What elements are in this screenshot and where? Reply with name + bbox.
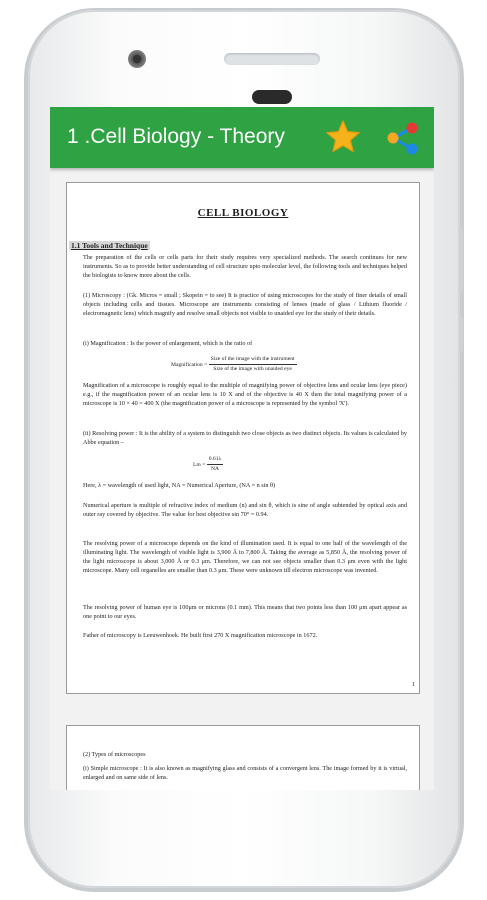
resolving-power-paragraph: (ii) Resolving power : It is the ability of a system to distinguish two close objects as two distinct objects. Its values is calculated by Abbe equation – — [83, 430, 407, 446]
magnification-formula-denominator: Size of the image with unaided eye — [213, 366, 292, 372]
magnification-explanation: Magnification of a microscope is roughly equal to the multiple of magnifying power of objective lens and ocular lens (eye piece) e.g., if the magnification power of an ocular lens is 10 X and of the objective is 40 X then the total magnifying power of a microscope is 10 × 40 = 400 X (the magnification power of a microscope is represented by the symbol 'X'). — [83, 382, 407, 407]
star-icon[interactable] — [325, 120, 361, 154]
section-heading: 1.1 Tools and Technique — [71, 241, 148, 250]
human-eye-paragraph: The resolving power of human eye is 100μm or microns (0.1 mm). This means that two points less than 100 μm apart appear as one point to our eyes. — [83, 604, 407, 620]
simple-microscope-paragraph: (i) Simple microscope : It is also known as magnifying glass and consists of a convergent lens. The image formed by it is virtual, enlarged and on same side of lens. — [83, 765, 407, 781]
document-viewer[interactable] — [50, 168, 434, 790]
abbe-formula — [193, 455, 223, 474]
document-title: CELL BIOLOGY — [197, 207, 289, 219]
app-screen — [50, 107, 434, 790]
magnification-formula — [171, 355, 297, 374]
volume-button — [459, 228, 463, 292]
abbe-formula-denominator: NA — [210, 466, 220, 472]
resolving-power-explanation: The resolving power of a microscope depends on the kind of illumination used. It is equal to one half of the wavelength of the illuminating light. The wavelength of visible light is 3,900 Å to 7,800 Å. Taking the average as 5,850 Å, the resolving power of the light microscope is about 3,000 Å or 0.3 μm. Therefore, we can not see objects smaller than 0.3 μm even with the light microscope. Many cell organelles are smaller than 0.3 μm. These were unknown till electron microscope was invented. — [83, 540, 407, 574]
app-title: 1 .Cell Biology - Theory — [67, 125, 285, 148]
magnification-paragraph: (i) Magnification : Is the power of enlargement, which is the ratio of — [83, 340, 253, 347]
document-page-2 — [66, 725, 420, 790]
wavelength-definition: Here, λ = wavelength of used light, NA = Numerical Aperture, (NA = n sin θ) — [83, 482, 276, 489]
star-shape — [327, 121, 359, 152]
proximity-sensor — [252, 90, 292, 104]
father-of-microscopy-paragraph: Father of microscopy is Leeuwenhoek. He built first 270 X magnification microscope in 1672. — [83, 632, 318, 639]
front-camera — [128, 50, 146, 68]
share-icon[interactable] — [386, 121, 420, 155]
power-button — [459, 318, 463, 352]
types-of-microscopes-heading: (2) Types of microscopes — [83, 751, 146, 758]
app-bar — [50, 107, 434, 168]
abbe-formula-numerator: 0.61λ — [207, 455, 224, 465]
numerical-aperture-paragraph: Numerical aperture is multiple of refractive index of medium (n) and sin θ, which is sine of angle subtended by optical axis and outer ray covered by objective. The value for best objective sin 70° = 0.94. — [83, 502, 407, 518]
intro-paragraph: The preparation of the cells or cells parts for their study requires very specialized methods. The search continues for new instruments. So as to provide better understanding of cell structure upto molecular level, the following tools and techniques helped the biologists to know more about the cells. — [83, 254, 407, 279]
earpiece-speaker — [224, 53, 320, 65]
magnification-formula-label: Magnification = — [171, 361, 208, 368]
abbe-formula-label: Lm = — [193, 461, 206, 468]
magnification-formula-numerator: Size of the image with the instrument — [209, 355, 297, 365]
document-page-1: CELL BIOLOGY 1.1 Tools and Technique The preparation of the cells or cells parts for their study requires very specialized methods. The search continues for new instruments. So as to provide better understanding of cell structure upto molecular level, the following tools and techniques helped the biologists to know more about the cells. (1) Microscopy : (Gk. Micros = small ; Skopein = to see) It is practice of using microscopes for the study of finer details of small objects including cells and tissues. Microscope are instruments consisting of lenses (made of glass / Lithium fluoride / electromagnetic lens) which magnify and resolve small objects not visible to unaided eye for the study of their details. (i) Magnification : Is the power of enlargement, which is the ratio of Magnification = $\frac{\text{Size of the image with the instrument}}{\text{Size of the image with unaided eye}}$ Magnification of a microscope is roughly equal to the multiple of magnifying power of objective lens and ocular lens (eye piece) e.g., if the magnification power of an ocular lens is 10 X and of the objective is 40 X then the total magnifying power of a microscope is 10 × 40 = 400 X (the magnification power of a microscope is represented by the symbol 'X'). (ii) Resolving power : It is the ability of a system to distinguish two close objects as two distinct objects. Its values is calculated by Abbe equation – Lm = $\frac{0.61\lambda}{NA}$ Here, λ = wavelength of used light, NA = Numerical Aperture, (NA = n sin θ) Numerical aperture is multiple of refractive index of medium (n) and sin θ, which is sine of angle subtended by optical axis and outer ray covered by objective. The value for best objective sin 70° = 0.94. The resolving power of a microscope depends on the kind of illumination used. It is equal to one half of the wavelength of the illuminating light. The wavelength of visible light is 3,900 Å to 7,800 Å. Taking the average as 5,850 Å, the resolving power of the light microscope is about 3,000 Å or 0.3 μm. Therefore, we can not see objects smaller than 0.3 μm even with the light microscope. Many cell organelles are smaller than 0.3 μm. These were unknown till electron microscope was invented. The resolving power of human eye is 100μm or microns (0.1 mm). This means that two points less than 100 μm apart appear as one point to our eyes. Father of microscopy is Leeuwenhoek. He built first 270 X magnification microscope in 1672. 1 — [66, 182, 420, 694]
microscopy-paragraph: (1) Microscopy : (Gk. Micros = small ; Skopein = to see) It is practice of using microscopes for the study of finer details of small objects including cells and tissues. Microscope are instruments consisting of lenses (made of glass / Lithium fluoride / electromagnetic lens) which magnify and resolve small objects not visible to unaided eye for the study of their details. — [83, 292, 407, 317]
